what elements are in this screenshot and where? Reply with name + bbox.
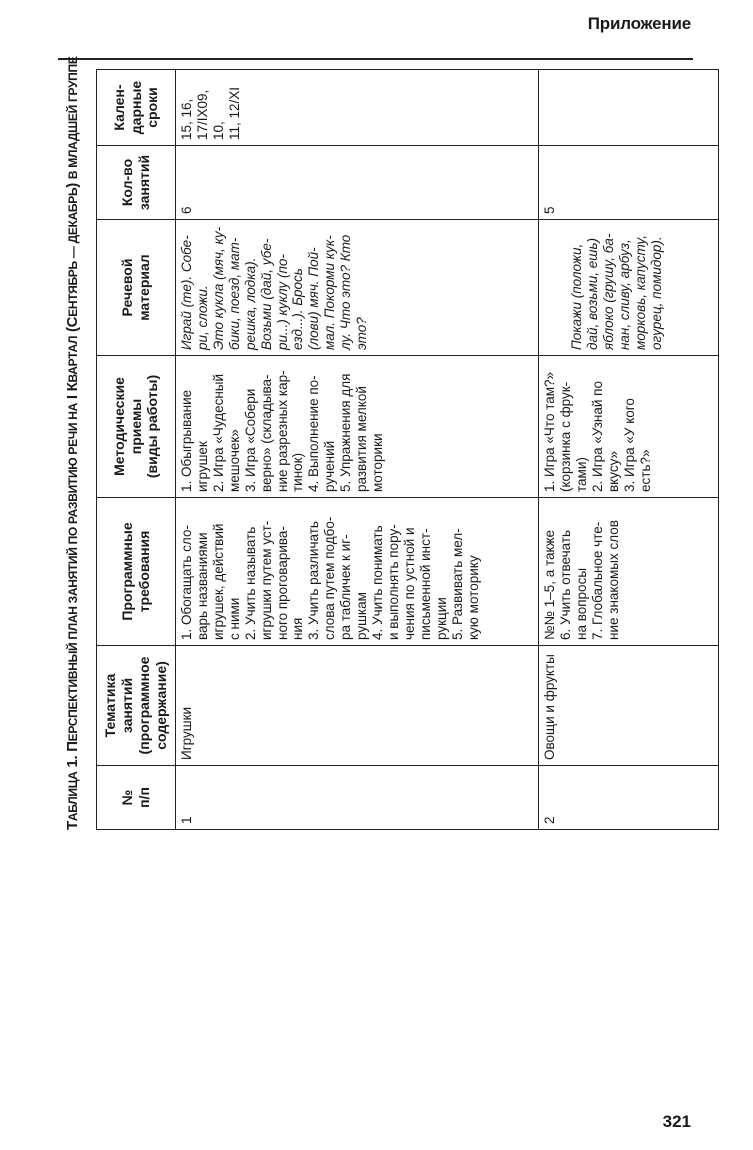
lesson-plan-table <box>96 69 719 830</box>
table-caption: ТАБЛИЦА 1. ПЕРСПЕКТИВНЫЙ ПЛАН ЗАНЯТИЙ ПО РАЗВИТИЮ РЕЧИ НА I КВАРТАЛ (СЕНТЯБРЬ — ДЕКАБРЬ) В МЛАДШЕЙ ГРУППЕ <box>64 56 81 830</box>
cell-dates: 15, 16, 17/IX09, 10, 11, 12/XI <box>176 70 539 146</box>
table-row <box>539 70 719 830</box>
table-row <box>176 70 539 830</box>
header-number: № п/п <box>97 766 176 830</box>
cell-speech-material: Играй (те). Собе- ри, сложи. Это кукла (мяч, ку- бики, поезд, мат- решка, лодка). Возьми (дай, убе- ри...) куклу (по- езд...). Брось (лови) мяч. Пой- мал. Покорми кук- лу. Что это? Кто это? <box>176 220 539 356</box>
running-header: Приложение <box>587 14 691 33</box>
header-rule <box>58 58 693 60</box>
cell-requirements: 1. Обогащать сло- варь названиями игрушек, действий с ними 2. Учить называть игрушки путем уст- ного проговарива- ния 3. Учить различать слова путем подбо- ра табличек к иг- рушкам 4. Учить понимать и выполнять пору- чения по устной и письменной инст- рукции 5. Развивать мел- кую моторику <box>176 498 539 646</box>
header-methods: Методические приемы (виды работы) <box>97 356 176 498</box>
cell-number: 2 <box>539 766 719 830</box>
header-lesson-count: Кол-во занятий <box>97 146 176 220</box>
rotated-table-area <box>58 56 688 830</box>
header-topic: Тематика занятий (программное содержание) <box>97 646 176 766</box>
cell-methods: 1. Обыгрывание игрушек 2. Игра «Чудесный мешочек» 3. Игра «Собери верно» (складыва- ние разрезных кар- тинок) 4. Выполнение по- ручений 5. Упражнения для развития мелкой моторики <box>176 356 539 498</box>
cell-requirements: №№ 1–5, а также 6. Учить отвечать на вопросы 7. Глобальное чте- ние знакомых слов <box>539 498 719 646</box>
cell-lesson-count: 5 <box>539 146 719 220</box>
header-speech-material: Речевой материал <box>97 220 176 356</box>
cell-dates <box>539 70 719 146</box>
cell-lesson-count: 6 <box>176 146 539 220</box>
header-dates: Кален- дарные сроки <box>97 70 176 146</box>
cell-speech-material: Покажи (положи, дай, возьми, ешь) яблоко (грушу, ба- нан, сливу, арбуз, морковь, капусту, огурец, помидор). <box>539 220 719 356</box>
cell-topic: Игрушки <box>176 646 539 766</box>
header-requirements: Программные требования <box>97 498 176 646</box>
page-number: 321 <box>662 1112 691 1131</box>
cell-number: 1 <box>176 766 539 830</box>
table-header-row <box>97 70 176 830</box>
cell-methods: 1. Игра «Что там?» (корзинка с фрук- тами) 2. Игра «Узнай по вкусу» 3. Игра «У кого есть?» <box>539 356 719 498</box>
cell-topic: Овощи и фрукты <box>539 646 719 766</box>
